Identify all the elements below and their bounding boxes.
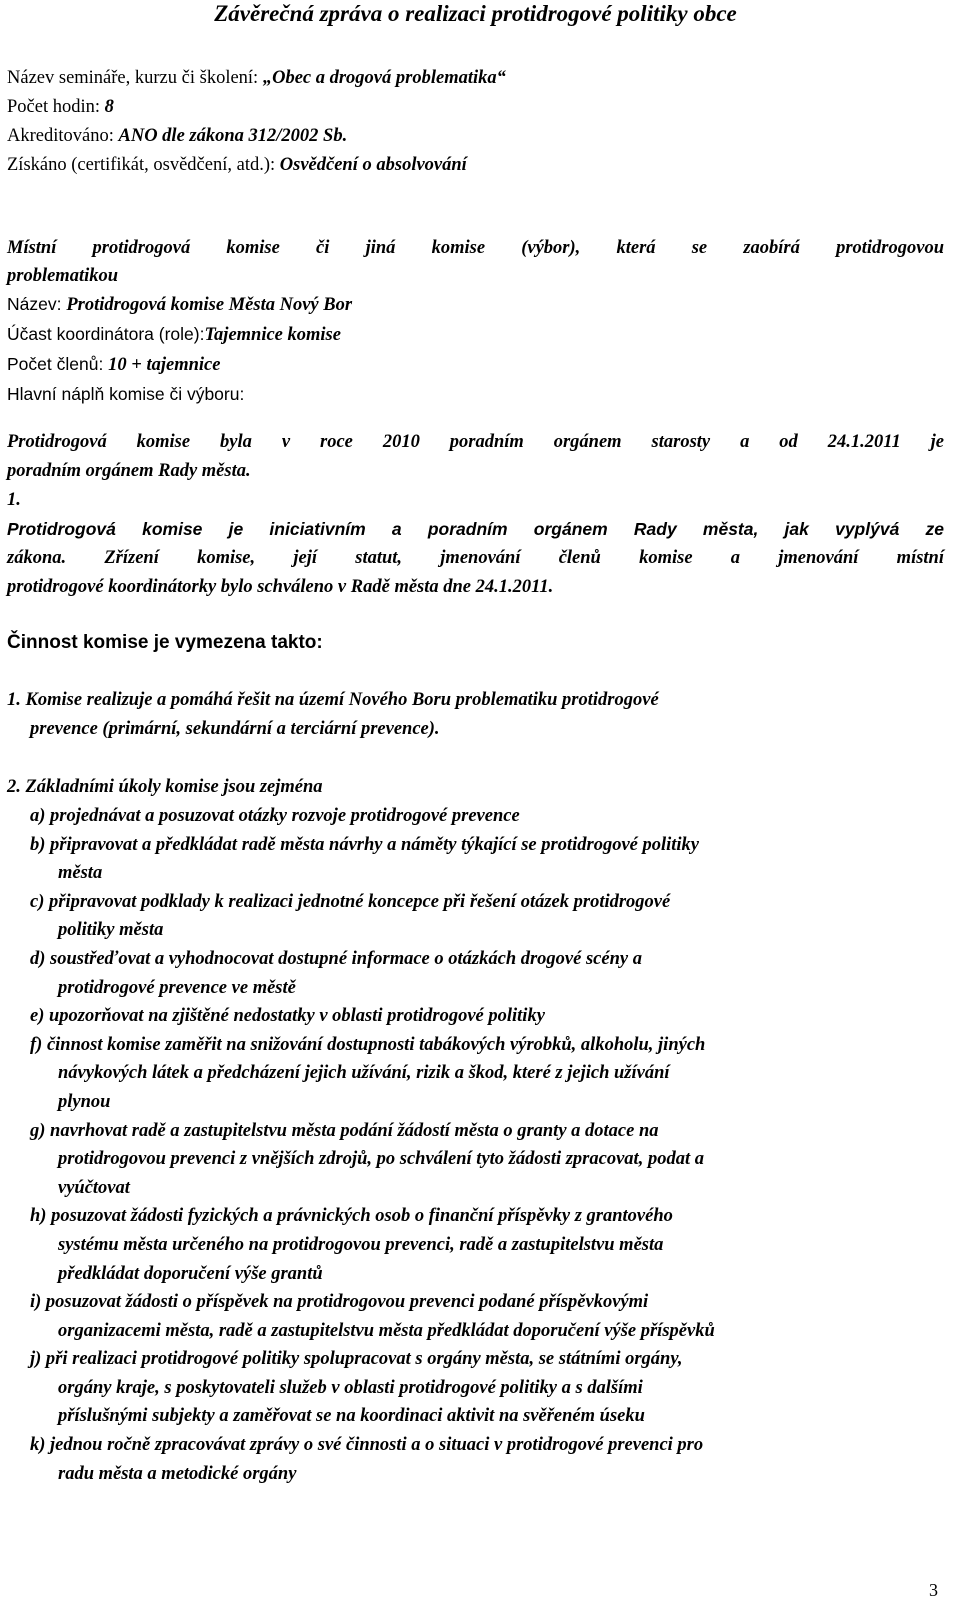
para1-line1: Protidrogová komise byla v roce 2010 poradním orgánem starosty a od 24.1.2011 je: [7, 432, 944, 452]
page-title: Závěrečná zpráva o realizaci protidrogové politiky obce: [214, 1, 737, 26]
seminar-hours-line: [7, 93, 944, 122]
seminar-obtained-line: [7, 151, 944, 180]
task-line: systému města určeného na protidrogovou prevenci, radě a zastupitelstvu města: [58, 1234, 664, 1255]
item-1: [7, 686, 944, 744]
task-list: [7, 802, 960, 1488]
commission-role-value: Tajemnice komise: [204, 325, 341, 345]
seminar-hours-label: Počet hodin:: [7, 97, 105, 117]
task-line: vyúčtovat: [58, 1177, 130, 1198]
commission-section: [7, 234, 944, 409]
task-line: h) posuzovat žádosti fyzických a právnických osob o finanční příspěvky z grantového: [30, 1206, 673, 1227]
commission-description: [7, 428, 944, 602]
commission-content-label: Hlavní náplň komise či výboru:: [7, 384, 245, 404]
task-line: d) soustřeďovat a vyhodnocovat dostupné informace o otázkách drogové scény a: [30, 948, 642, 969]
task-item: [30, 1431, 960, 1488]
task-item: [30, 1345, 960, 1431]
task-line: j) při realizaci protidrogové politiky spolupracovat s orgány města, se státními orgány,: [30, 1349, 683, 1370]
task-line: organizacemi města, radě a zastupitelstvu města předkládat doporučení výše příspěvků: [58, 1320, 715, 1341]
commission-name-value: Protidrogová komise Města Nový Bor: [66, 295, 353, 315]
task-line: e) upozorňovat na zjištěné nedostatky v oblasti protidrogové politiky: [30, 1006, 545, 1027]
commission-members-value: 10 + tajemnice: [108, 355, 221, 375]
seminar-info: [7, 64, 944, 180]
task-line: k) jednou ročně zpracovávat zprávy o své činnosti a o situaci v protidrogové prevenci pro: [30, 1435, 704, 1456]
task-line: plynou: [58, 1091, 111, 1112]
task-line: g) navrhovat radě a zastupitelstvu města podání žádostí města o granty a dotace na: [30, 1120, 659, 1141]
task-item: [30, 1031, 960, 1117]
commission-heading-line1: Místní protidrogová komise či jiná komise (výbor), která se zaobírá protidrogovou: [7, 238, 944, 258]
task-item: [30, 802, 960, 831]
task-line: politiky města: [58, 920, 164, 941]
commission-heading-line2: problematikou: [7, 266, 119, 286]
para2-line3: protidrogové koordinátorky bylo schváleno v Radě města dne 24.1.2011.: [7, 577, 554, 597]
task-line: b) připravovat a předkládat radě města návrhy a náměty týkající se protidrogové politiky: [30, 834, 700, 855]
seminar-accredited-value: ANO dle zákona 312/2002 Sb.: [118, 126, 348, 146]
seminar-obtained-label: Získáno (certifikát, osvědčení, atd.):: [7, 155, 280, 175]
seminar-obtained-value: Osvědčení o absolvování: [279, 155, 467, 175]
task-line: města: [58, 863, 103, 884]
task-line: návykových látek a předcházení jejich užívání, rizik a škod, které z jejich užívání: [58, 1063, 670, 1084]
commission-role-label: Účast koordinátora (role):: [7, 324, 205, 344]
commission-name-label: Název:: [7, 294, 67, 314]
task-line: a) projednávat a posuzovat otázky rozvoje protidrogové prevence: [30, 806, 520, 826]
seminar-name-value: „Obec a drogová problematika“: [262, 68, 506, 88]
para2-line2b: Zřízení komise, její statut, jmenování členů komise a jmenování místní: [104, 548, 944, 568]
item1-line2: prevence (primární, sekundární a terciární prevence).: [30, 719, 440, 739]
seminar-name-line: [7, 64, 944, 93]
commission-members-line: [7, 350, 944, 380]
para2-line1: [7, 515, 944, 544]
commission-members-label: Počet členů:: [7, 354, 109, 374]
task-item: [30, 1117, 960, 1203]
task-line: orgány kraje, s poskytovateli služeb v oblasti protidrogové politiky a s dalšími: [58, 1377, 643, 1398]
para2-line1-text: Protidrogová komise je iniciativním a poradním orgánem Rady města, jak vyplývá ze: [7, 519, 944, 539]
task-item: [30, 1202, 960, 1288]
task-line: c) připravovat podklady k realizaci jednotné koncepce při řešení otázek protidrogové: [30, 891, 671, 912]
para-number: 1.: [7, 490, 21, 510]
task-line: příslušnými subjekty a zaměřovat se na koordinaci aktivit na svěřeném úseku: [58, 1406, 645, 1427]
task-line: protidrogové prevence ve městě: [58, 977, 296, 998]
task-item: [30, 1288, 960, 1345]
seminar-hours-value: 8: [104, 97, 114, 117]
task-item: [30, 831, 960, 888]
task-line: radu města a metodické orgány: [58, 1463, 297, 1484]
para1-line2: poradním orgánem Rady města.: [7, 461, 251, 481]
commission-name-line: [7, 290, 944, 320]
task-line: f) činnost komise zaměřit na snižování dostupnosti tabákových výrobků, alkoholu, jiných: [30, 1034, 706, 1055]
seminar-name-label: Název semináře, kurzu či školení:: [7, 68, 263, 88]
item1-line1: 1. Komise realizuje a pomáhá řešit na území Nového Boru problematiku protidrogové: [7, 690, 659, 710]
seminar-accredited-label: Akreditováno:: [7, 126, 119, 146]
item-2-heading: [7, 773, 944, 802]
seminar-accredited-line: [7, 122, 944, 151]
para2-line2a: zákona.: [7, 548, 105, 568]
activity-heading: Činnost komise je vymezena takto:: [7, 632, 323, 653]
task-item: [30, 1002, 960, 1031]
task-line: předkládat doporučení výše grantů: [58, 1263, 323, 1284]
para2-line2: [7, 544, 944, 573]
task-line: i) posuzovat žádosti o příspěvek na protidrogovou prevenci podané příspěvkovými: [30, 1292, 649, 1313]
page-number: 3: [929, 1580, 938, 1600]
task-item: [30, 945, 960, 1002]
task-item: [30, 888, 960, 945]
task-line: protidrogovou prevenci z vnějších zdrojů, po schválení tyto žádosti zpracovat, podat a: [58, 1149, 704, 1170]
item2-heading-text: 2. Základními úkoly komise jsou zejména: [7, 777, 323, 797]
commission-role-line: [7, 320, 944, 350]
